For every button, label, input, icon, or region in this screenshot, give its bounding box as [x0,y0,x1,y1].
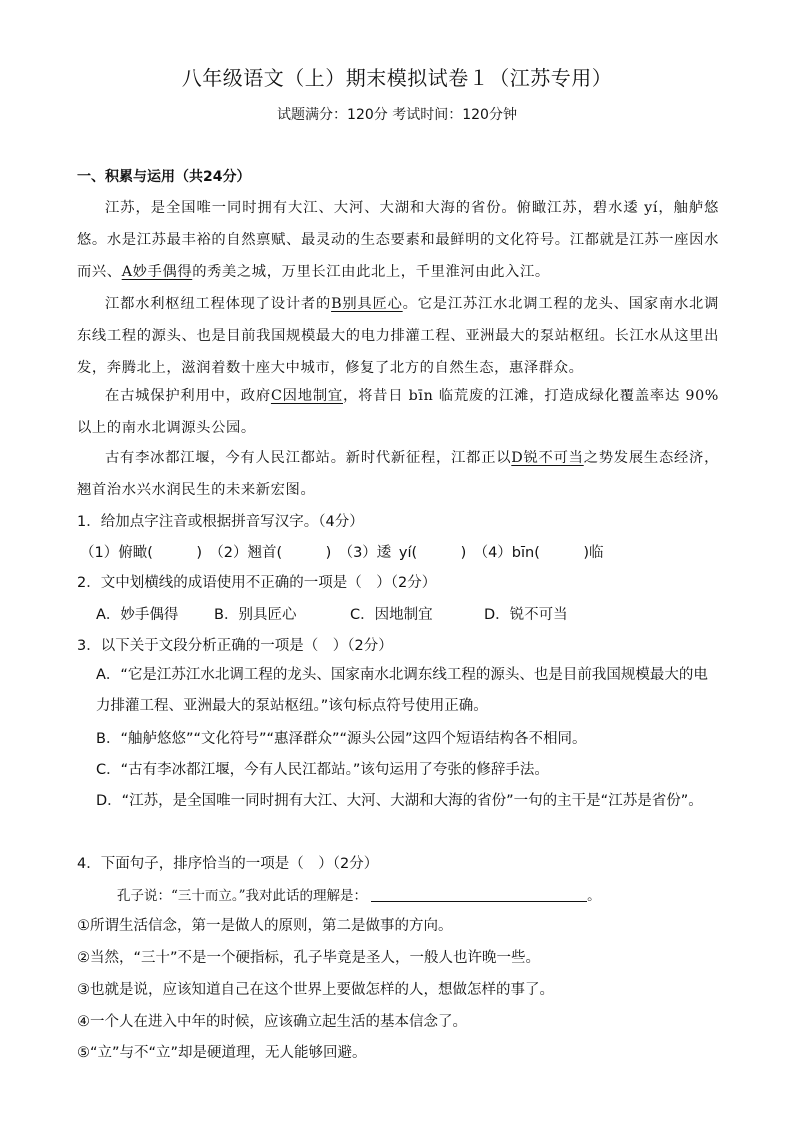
page-title: 八年级语文（上）期末模拟试卷１（江苏专用） [181,66,613,90]
passage-paragraph-4 [77,442,719,506]
section-heading: 一、积累与运用（共24分） [77,169,251,185]
answer-blank [371,887,587,902]
question-1-blanks: （1）俯瞰( ) （2）翘首( ) （3）逶 yí( ) （4）bīn( )临 [80,545,604,561]
sentence-1: ①所谓生活信念，第一是做人的原则，第二是做事的方向。 [77,918,453,934]
option-d: D．锐不可当 [484,607,568,623]
quote-end: 。 [587,888,601,904]
question-2-options [96,603,568,624]
passage-text: 的秀美之城，万里长江由此北上，千里淮河由此入江。 [192,264,550,280]
quote-text: 孔子说：“三十而立。”我对此话的理解是： [117,888,368,904]
question-2-stem: 2．文中划横线的成语使用不正确的一项是（ ）（2分） [77,575,437,591]
underlined-idiom-b: B别具匠心 [331,296,403,312]
question-4-quote [117,884,601,904]
option-a: A．“它是江苏江水北调工程的龙头、国家南水北调东线工程的源头、也是目前我国规模最大的电力排灌工程、亚洲最大的泵站枢纽。”该句标点符号使用正确。 [96,667,708,714]
passage-text: 在古城保护利用中，政府 [105,388,271,404]
option-c: C．“古有李冰都江堰，今有人民江都站。”该句运用了夸张的修辞手法。 [96,762,549,778]
question-1-stem: 1．给加点字注音或根据拼音写汉字。（4分） [77,514,364,530]
underlined-idiom-c: C因地制宜 [270,388,343,404]
passage-paragraph-2 [77,288,719,384]
option-d: D．“江苏，是全国唯一同时拥有大江、大河、大湖和大海的省份”一句的主干是“江苏是省份”。 [96,793,703,809]
sentence-2: ②当然，“三十”不是一个硬指标，孔子毕竟是圣人，一般人也许晚一些。 [77,950,541,966]
sentence-4: ④一个人在进入中年的时候，应该确立起生活的基本信念了。 [77,1014,467,1030]
question-4-stem: 4．下面句子，排序恰当的一项是（ ）（2分） [77,856,379,872]
option-a: A．妙手偶得 [96,607,179,623]
option-b: B．“舳舻悠悠”“文化符号”“惠泽群众”“源头公园”这四个短语结构各不相同。 [96,731,587,747]
passage-text: 江苏，是全国唯一同时拥有大江、大河、大湖和大海的省份。俯瞰江苏，碧水逶 yí，舳舻悠悠。水是江苏最丰裕的自然禀赋、最灵动的生态要素和最鲜明的文化符号。江都就是江苏一座因水而兴、 [77,200,719,280]
passage-paragraph-1 [77,192,719,288]
passage-text: 古有李冰都江堰，今有人民江都站。新时代新征程，江都正以 [105,450,512,466]
option-b: B．别具匠心 [214,607,297,623]
sentence-5: ⑤“立”与不“立”却是硬道理，无人能够回避。 [77,1045,367,1061]
passage-text: 。它是江苏江水北调工程的龙头、国家南水北调东线工程的源头、也是目前我国规模最大的电力排灌工程、亚洲最大的泵站枢纽。长江水从这里出发，奔腾北上，滋润着数十座大中城市，修复了北方的自然生态，惠泽群众。 [77,296,719,376]
passage-paragraph-3 [77,380,719,444]
sentence-3: ③也就是说，应该知道自己在这个世界上要做怎样的人，想做怎样的事了。 [77,982,554,998]
underlined-idiom-a: A妙手偶得 [121,264,193,280]
underlined-idiom-d: D锐不可当 [511,450,584,466]
question-3-stem: 3．以下关于文段分析正确的一项是（ ）（2分） [77,638,393,654]
passage-text: 江都水利枢纽工程体现了设计者的 [105,296,332,312]
option-c: C．因地制宜 [350,607,433,623]
exam-info: 试题满分：120分 考试时间：120分钟 [277,107,517,123]
passage-text: ，将昔日 bīn 临荒废的江滩，打造成绿化覆盖率达 90%以上的南水北调源头公园。 [77,388,719,436]
passage-text: 之势发展生态经济，翘首治水兴水润民生的未来新宏图。 [77,450,719,498]
